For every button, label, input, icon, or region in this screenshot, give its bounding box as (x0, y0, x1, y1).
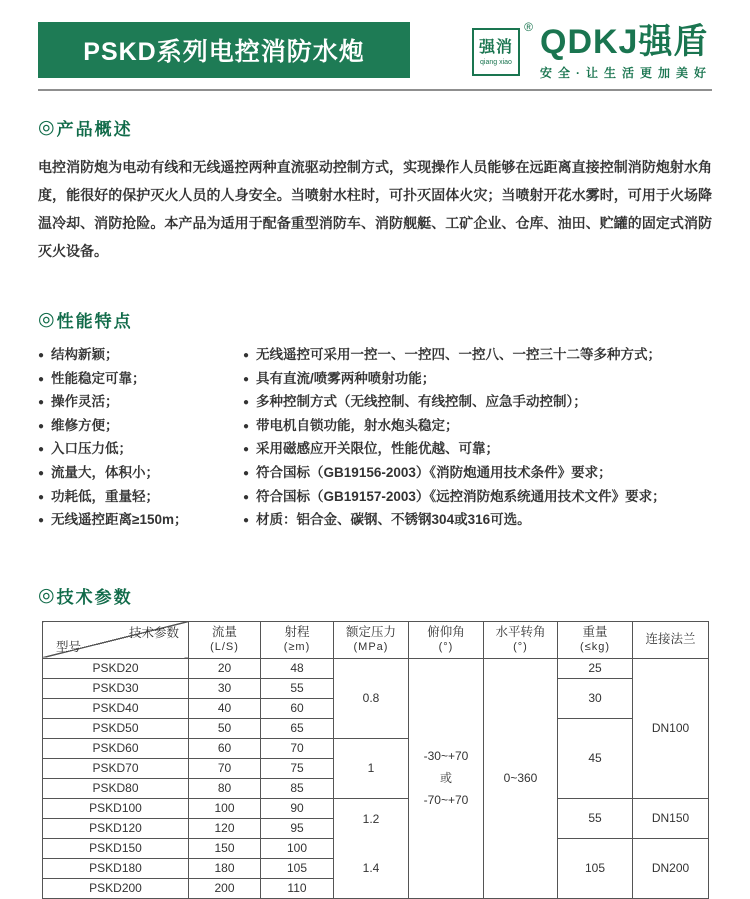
corner-header-cell (43, 621, 189, 658)
bullseye-icon: ◎ (38, 117, 55, 138)
col-header-unit: (°) (438, 640, 454, 653)
weight-cell: 30 (558, 678, 633, 718)
feature-item: ● 维修方便； (38, 415, 243, 439)
features-list-right (243, 344, 712, 533)
features-heading-text: 性能特点 (56, 312, 133, 331)
flange-cell: DN100 (633, 658, 709, 798)
features-heading (38, 307, 712, 332)
range-cell: 100 (261, 838, 334, 858)
model-cell: PSKD80 (43, 778, 189, 798)
feature-item: ● 流量大，体积小； (38, 462, 243, 486)
model-cell: PSKD60 (43, 738, 189, 758)
overview-heading (38, 115, 712, 140)
section-features (38, 307, 712, 533)
flow-cell: 120 (189, 818, 261, 838)
model-cell: PSKD30 (43, 678, 189, 698)
flow-cell: 60 (189, 738, 261, 758)
model-cell: PSKD120 (43, 818, 189, 838)
weight-cell: 25 (558, 658, 633, 678)
col-header-unit: (°) (513, 640, 528, 653)
pressure-cell: 0.8 (334, 658, 409, 738)
col-header-unit: (MPa) (353, 640, 389, 653)
qdkj-logo: QDKJ强盾 (540, 22, 709, 62)
weight-cell: 105 (558, 838, 633, 898)
col-header-rotation (484, 621, 558, 658)
elevation-cell (409, 658, 484, 898)
bullseye-icon: ◎ (38, 309, 55, 330)
corner-label-model: 型号 (56, 639, 82, 654)
feature-item: ● 材质：铝合金、碳钢、不锈钢304或316可选。 (243, 509, 712, 533)
specs-table (42, 621, 709, 899)
flange-cell: DN200 (633, 838, 709, 898)
weight-cell: 55 (558, 798, 633, 838)
page-header (38, 22, 712, 81)
flow-cell: 150 (189, 838, 261, 858)
flange-cell: DN150 (633, 798, 709, 838)
range-cell: 60 (261, 698, 334, 718)
feature-item: ● 符合国标（GB19157-2003）《远控消防炮系统通用技术文件》要求； (243, 486, 712, 510)
model-cell: PSKD70 (43, 758, 189, 778)
flow-cell: 200 (189, 878, 261, 898)
flow-cell: 100 (189, 798, 261, 818)
registered-trademark-icon: ® (524, 20, 533, 34)
section-overview (38, 115, 712, 265)
feature-item: ● 采用磁感应开关限位，性能优越、可靠； (243, 438, 712, 462)
brand-logo-group (472, 20, 712, 81)
specs-heading-text: 技术参数 (56, 587, 133, 607)
weight-cell: 45 (558, 718, 633, 798)
col-header-unit: (L/S) (210, 640, 239, 653)
col-header-unit: (≥m) (283, 640, 311, 653)
flow-cell: 20 (189, 658, 261, 678)
range-cell: 48 (261, 658, 334, 678)
flow-cell: 70 (189, 758, 261, 778)
overview-text: 电控消防炮为电动有线和无线遥控两种直流驱动控制方式，实现操作人员能够在远距离直接控制消防炮射水角度，能很好的保护灭火人员的人身安全。当喷射水柱时，可扑灭固体火灾；当喷射开花水雾时，可用于火场降温冷却、消防抢险。本产品为适用于配备重型消防车、消防舰艇、工矿企业、仓库、油田、贮罐的固定式消防灭火设备。 (38, 159, 712, 259)
model-cell: PSKD50 (43, 718, 189, 738)
section-specs (38, 583, 712, 899)
specs-table-body (43, 658, 709, 898)
feature-item: ● 操作灵活； (38, 391, 243, 415)
flow-cell: 50 (189, 718, 261, 738)
col-header-unit: (≤kg) (580, 640, 610, 653)
model-cell: PSKD20 (43, 658, 189, 678)
col-header-title: 水平转角 (495, 624, 546, 639)
range-cell: 55 (261, 678, 334, 698)
flow-cell: 180 (189, 858, 261, 878)
range-cell: 70 (261, 738, 334, 758)
brand-badge-pinyin: qiang xiao (480, 58, 512, 66)
range-cell: 85 (261, 778, 334, 798)
pressure-cell: 1.4 (334, 838, 409, 898)
header-divider (38, 89, 712, 91)
feature-item: ● 无线遥控可采用一控一、一控四、一控八、一控三十二等多种方式； (243, 344, 712, 368)
col-header-pressure (334, 621, 409, 658)
model-cell: PSKD40 (43, 698, 189, 718)
feature-item: ● 结构新颖； (38, 344, 243, 368)
features-list-left (38, 344, 243, 533)
model-cell: PSKD180 (43, 858, 189, 878)
feature-item: ● 性能稳定可靠； (38, 368, 243, 392)
col-header-title: 重量 (582, 624, 608, 639)
range-cell: 105 (261, 858, 334, 878)
feature-item: ● 具有直流/喷雾两种喷射功能； (243, 368, 712, 392)
flow-cell: 80 (189, 778, 261, 798)
rotation-cell: 0~360 (484, 658, 558, 898)
specs-heading (38, 583, 712, 608)
feature-item: ● 入口压力低； (38, 438, 243, 462)
feature-item: ● 功耗低，重量轻； (38, 486, 243, 510)
range-cell: 65 (261, 718, 334, 738)
brand-logotype-group (540, 24, 712, 81)
brand-badge-box (472, 28, 520, 76)
cell-line: -30~+70 (423, 749, 469, 764)
range-cell: 90 (261, 798, 334, 818)
flow-cell: 40 (189, 698, 261, 718)
brand-badge-name: 强消 (478, 38, 513, 56)
feature-item: ● 多种控制方式（无线控制、有线控制、应急手动控制）； (243, 391, 712, 415)
features-columns (38, 344, 712, 533)
pressure-cell: 1 (334, 738, 409, 798)
col-header-flow (189, 621, 261, 658)
specs-table-head (43, 621, 709, 658)
col-header-title: 连接法兰 (645, 632, 696, 647)
flow-cell: 30 (189, 678, 261, 698)
range-cell: 110 (261, 878, 334, 898)
col-header-title: 流量 (211, 624, 237, 639)
corner-label-params: 技术参数 (128, 625, 179, 640)
col-header-title: 额定压力 (345, 624, 396, 639)
title-banner (38, 22, 410, 78)
col-header-title: 俯仰角 (427, 624, 465, 639)
model-cell: PSKD100 (43, 798, 189, 818)
cell-line: -70~+70 (423, 793, 469, 808)
model-cell: PSKD200 (43, 878, 189, 898)
brand-tagline: 安全·让生活更加美好 (540, 66, 712, 80)
col-header-flange (633, 621, 709, 658)
bullseye-icon: ◎ (38, 584, 55, 606)
col-header-title: 射程 (284, 624, 310, 639)
feature-item: ● 符合国标（GB19156-2003）《消防炮通用技术条件》要求； (243, 462, 712, 486)
range-cell: 95 (261, 818, 334, 838)
page-title: PSKD系列电控消防水炮 (83, 38, 365, 66)
brand-badge (472, 20, 533, 76)
col-header-range (261, 621, 334, 658)
cell-line: 或 (439, 771, 452, 786)
model-cell: PSKD150 (43, 838, 189, 858)
range-cell: 75 (261, 758, 334, 778)
feature-item: ● 无线遥控距离≥150m； (38, 509, 243, 533)
col-header-weight (558, 621, 633, 658)
col-header-elevation (409, 621, 484, 658)
pressure-cell: 1.2 (334, 798, 409, 838)
overview-heading-text: 产品概述 (56, 120, 133, 139)
feature-item: ● 带电机自锁功能，射水炮头稳定； (243, 415, 712, 439)
